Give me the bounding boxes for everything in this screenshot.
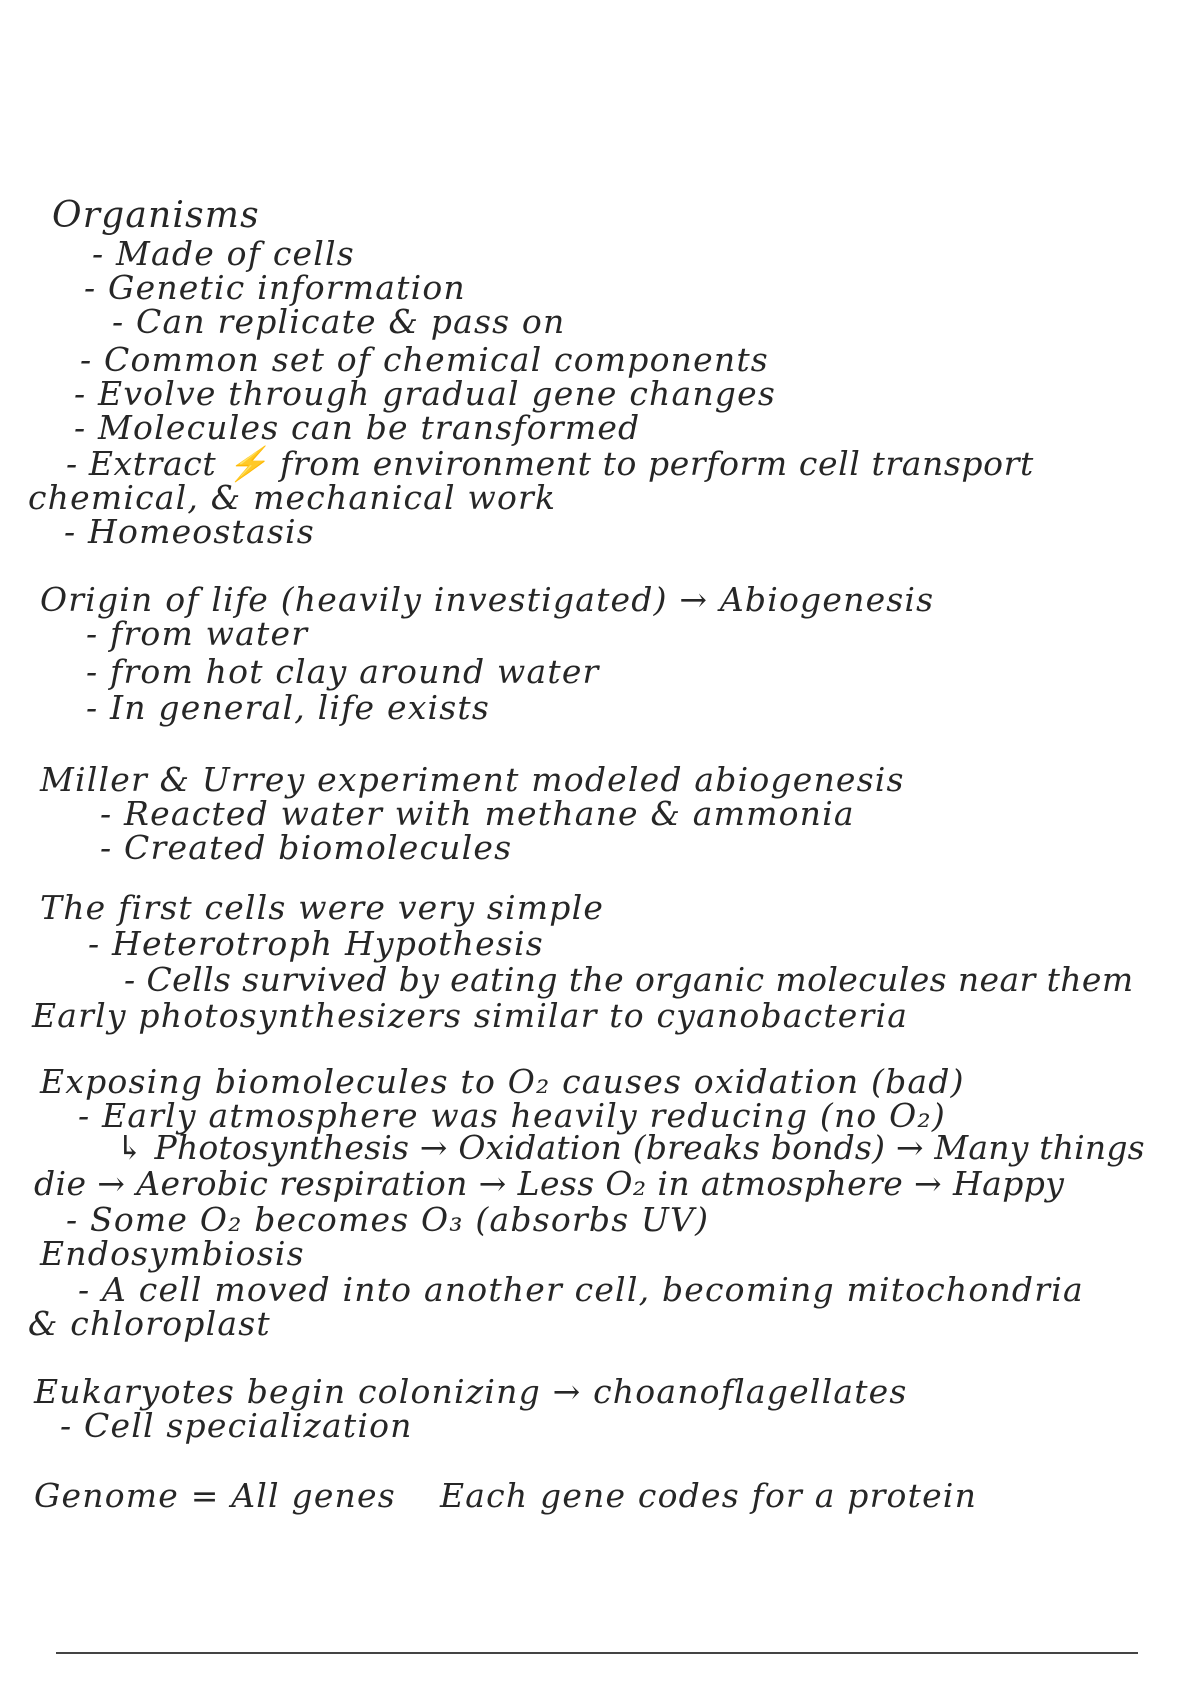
oxidation-heading: Exposing biomolecules to O₂ causes oxidation (bad) (40, 1062, 965, 1101)
first-cells-heading: The first cells were very simple (40, 888, 605, 927)
genome-gene-codes: Each gene codes for a protein (440, 1476, 978, 1515)
organisms-heading: Organisms (52, 195, 260, 236)
eukaryotes-specialization: - Cell specialization (60, 1406, 413, 1445)
organisms-homeostasis: - Homeostasis (64, 512, 315, 551)
organisms-replicate: - Can replicate & pass on (112, 302, 566, 341)
first-cells-survived: - Cells survived by eating the organic molecules near them (124, 960, 1134, 999)
organisms-molecules: - Molecules can be transformed (74, 408, 641, 447)
organisms-extract-cont: chemical, & mechanical work (28, 478, 557, 517)
first-cells-heterotroph: - Heterotroph Hypothesis (88, 924, 544, 963)
eukaryotes-heading: Eukaryotes begin colonizing → choanoflagellates (34, 1372, 908, 1411)
organisms-extract: - Extract ⚡ from environment to perform cell transport (66, 444, 1034, 483)
bottom-rule (56, 1652, 1138, 1654)
organisms-common-set: - Common set of chemical components (80, 340, 769, 379)
endosymbiosis-detail-cont: & chloroplast (28, 1304, 271, 1343)
miller-heading: Miller & Urrey experiment modeled abiogenesis (40, 760, 905, 799)
endosymbiosis-heading: Endosymbiosis (40, 1234, 305, 1273)
origin-from-water: - from water (86, 614, 309, 653)
endosymbiosis-detail: - A cell moved into another cell, becoming mitochondria (78, 1270, 1084, 1309)
oxidation-early-atm: - Early atmosphere was heavily reducing (no O₂) (78, 1096, 946, 1135)
oxidation-photo-chain-cont: die → Aerobic respiration → Less O₂ in atmosphere → Happy (34, 1164, 1065, 1203)
origin-hot-clay: - from hot clay around water (86, 652, 600, 691)
genome-definition: Genome = All genes (34, 1476, 396, 1515)
miller-reacted: - Reacted water with methane & ammonia (100, 794, 855, 833)
origin-heading: Origin of life (heavily investigated) → Abiogenesis (40, 580, 935, 619)
organisms-genetic-info: - Genetic information (84, 268, 466, 307)
origin-in-general: - In general, life exists (86, 688, 491, 727)
organisms-made-of-cells: - Made of cells (92, 234, 355, 273)
miller-created: - Created biomolecules (100, 828, 513, 867)
oxidation-ozone: - Some O₂ becomes O₃ (absorbs UV) (66, 1200, 710, 1239)
organisms-evolve: - Evolve through gradual gene changes (74, 374, 776, 413)
oxidation-photo-chain: ↳ Photosynthesis → Oxidation (breaks bonds) → Many things (116, 1128, 1145, 1167)
first-cells-early-photo: Early photosynthesizers similar to cyanobacteria (32, 996, 909, 1035)
